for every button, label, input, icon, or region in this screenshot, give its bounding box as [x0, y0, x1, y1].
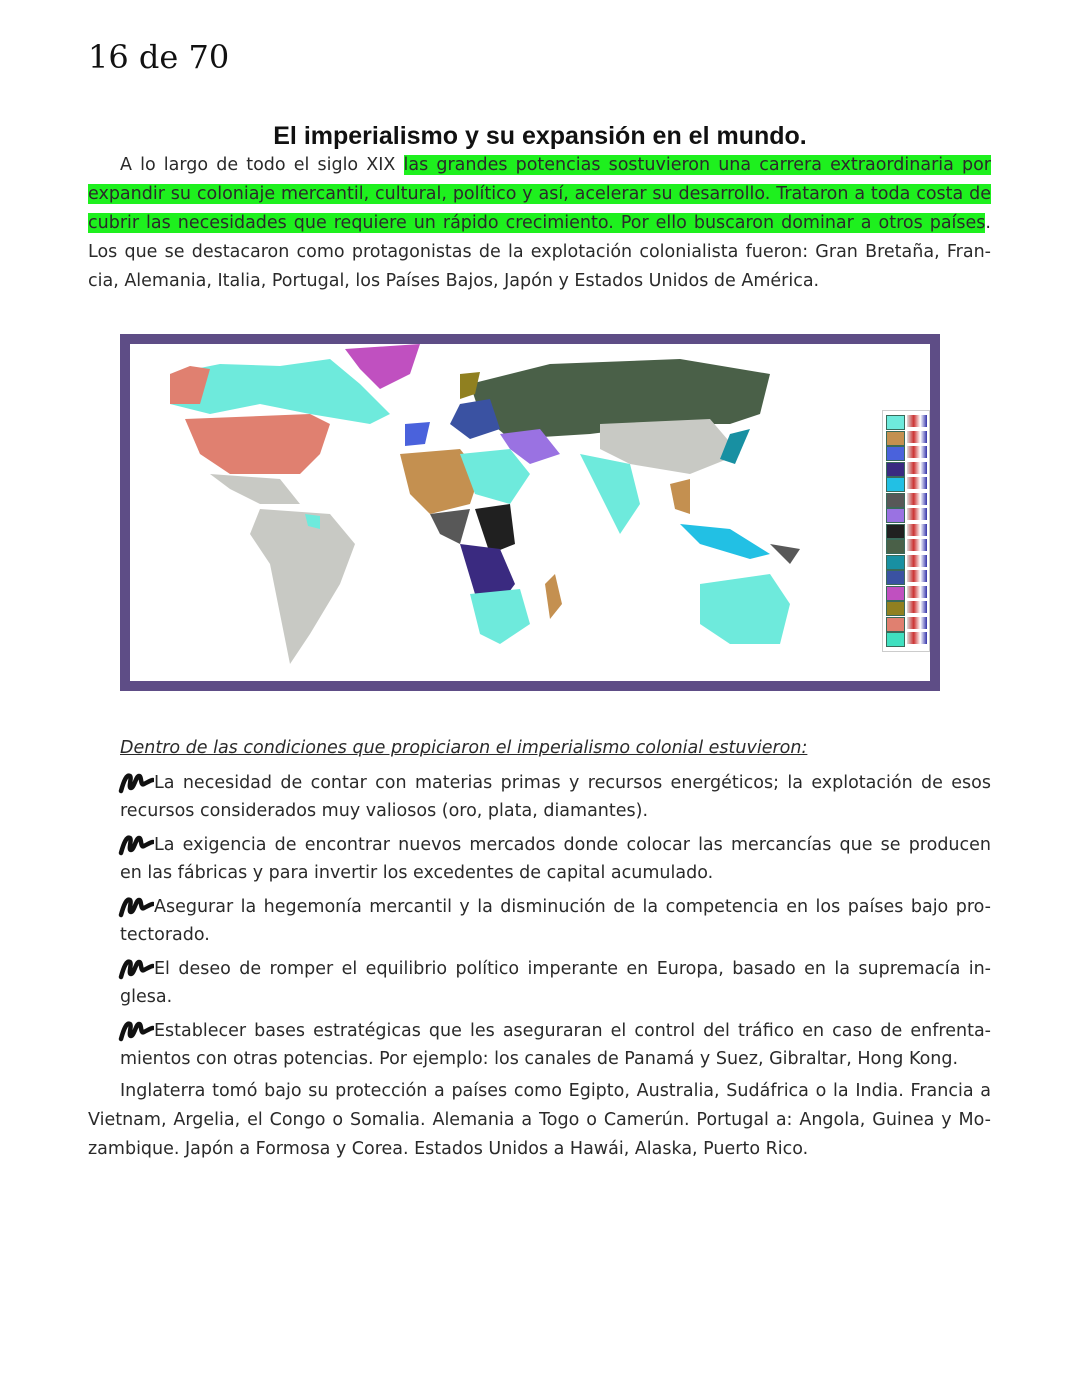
map-legend: [882, 410, 930, 652]
intro-text: .: [985, 213, 991, 233]
highlighted-text: las grandes potencias sostuvieron una carrera extraordinaria por: [403, 155, 991, 175]
intro-line: [88, 180, 991, 209]
flag-argentina-icon: [907, 477, 927, 489]
flag-france-icon: [907, 431, 927, 443]
legend-swatch: [886, 477, 905, 492]
bullet-text: Establecer bases estratégicas que les aseguraran el control del tráfico en caso de enfrenta-: [154, 1021, 991, 1041]
flag-usa-icon: [907, 617, 927, 629]
bullet-item: [118, 1016, 991, 1046]
flag-belgium-icon: [907, 524, 927, 536]
intro-line: Los que se destacaron como protagonistas de la explotación colonialista fueron: Gran Bretaña, Fran-: [88, 242, 991, 262]
legend-swatch: [886, 632, 905, 647]
intro-line: [88, 209, 991, 238]
bullet-text-cont: mientos con otras potencias. Por ejemplo: los canales de Panamá y Suez, Gibraltar, Hong Kong.: [120, 1049, 959, 1069]
section-subtitle: Dentro de las condiciones que propiciaron el imperialismo colonial estuvieron:: [120, 738, 808, 758]
bullet-text-cont: tectorado.: [120, 925, 210, 945]
flag-ottoman-icon: [907, 508, 927, 520]
closing-line: Vietnam, Argelia, el Congo o Somalia. Alemania a Togo o Camerún. Portugal a: Angola, Guinea y Mo-: [88, 1110, 991, 1130]
brush-stroke-bullet-icon: [118, 892, 154, 918]
brush-stroke-bullet-icon: [118, 830, 154, 856]
intro-line: [120, 151, 991, 180]
flag-sweden-icon: [907, 601, 927, 613]
colonial-empires-map: [120, 334, 940, 691]
bullet-text-cont: en las fábricas y para invertir los excedentes de capital acumulado.: [120, 863, 714, 883]
bullet-text: La necesidad de contar con materias primas y recursos energéticos; la explotación de esos: [154, 773, 991, 793]
page-title: El imperialismo y su expansión en el mundo.: [273, 122, 807, 150]
bullet-item: [118, 892, 991, 922]
bullet-text-cont: glesa.: [120, 987, 173, 1007]
flag-spain-icon: [907, 446, 927, 458]
legend-swatch: [886, 508, 905, 523]
legend-swatch: [886, 493, 905, 508]
closing-line: zambique. Japón a Formosa y Corea. Estados Unidos a Hawái, Alaska, Puerto Rico.: [88, 1139, 809, 1159]
page-number: 16 de 70: [88, 38, 230, 76]
flag-uk-icon: [907, 415, 927, 427]
flag-italy-icon: [907, 632, 927, 644]
flag-germany-icon: [907, 493, 927, 505]
legend-swatch: [886, 462, 905, 477]
legend-swatch: [886, 601, 905, 616]
brush-stroke-bullet-icon: [118, 1016, 154, 1042]
legend-swatch: [886, 570, 905, 585]
flag-russia-icon: [907, 539, 927, 551]
highlighted-text: cubrir las necesidades que requiere un rápido crecimiento. Por ello buscaron dominar a otros países: [88, 213, 986, 233]
bullet-item: [118, 830, 991, 860]
flag-denmark-icon: [907, 586, 927, 598]
legend-swatch: [886, 446, 905, 461]
legend-swatch: [886, 539, 905, 554]
legend-swatch: [886, 586, 905, 601]
closing-line: Inglaterra tomó bajo su protección a países como Egipto, Australia, Sudáfrica o la India. Francia a: [120, 1081, 991, 1101]
flag-austria-icon: [907, 570, 927, 582]
bullet-item: [118, 954, 991, 984]
intro-text: A lo largo de todo el siglo XIX: [120, 155, 404, 175]
flag-japan-icon: [907, 555, 927, 567]
flag-portugal-icon: [907, 462, 927, 474]
bullet-text: La exigencia de encontrar nuevos mercados donde colocar las mercancías que se producen: [154, 835, 991, 855]
legend-swatch: [886, 524, 905, 539]
brush-stroke-bullet-icon: [118, 768, 154, 794]
legend-swatch: [886, 555, 905, 570]
legend-swatch: [886, 431, 905, 446]
legend-swatch: [886, 415, 905, 430]
legend-swatch: [886, 617, 905, 632]
brush-stroke-bullet-icon: [118, 954, 154, 980]
bullet-text: El deseo de romper el equilibrio político imperante en Europa, basado en la supremacía in-: [154, 959, 991, 979]
bullet-text: Asegurar la hegemonía mercantil y la disminución de la competencia en los países bajo pro-: [154, 897, 991, 917]
world-map-image: [130, 344, 930, 681]
bullet-item: [118, 768, 991, 798]
intro-line: cia, Alemania, Italia, Portugal, los Países Bajos, Japón y Estados Unidos de América.: [88, 271, 820, 291]
highlighted-text: expandir su coloniaje mercantil, cultural, político y así, acelerar su desarrollo. Trataron a toda costa de: [88, 184, 991, 204]
bullet-text-cont: recursos considerados muy valiosos (oro, plata, diamantes).: [120, 801, 649, 821]
